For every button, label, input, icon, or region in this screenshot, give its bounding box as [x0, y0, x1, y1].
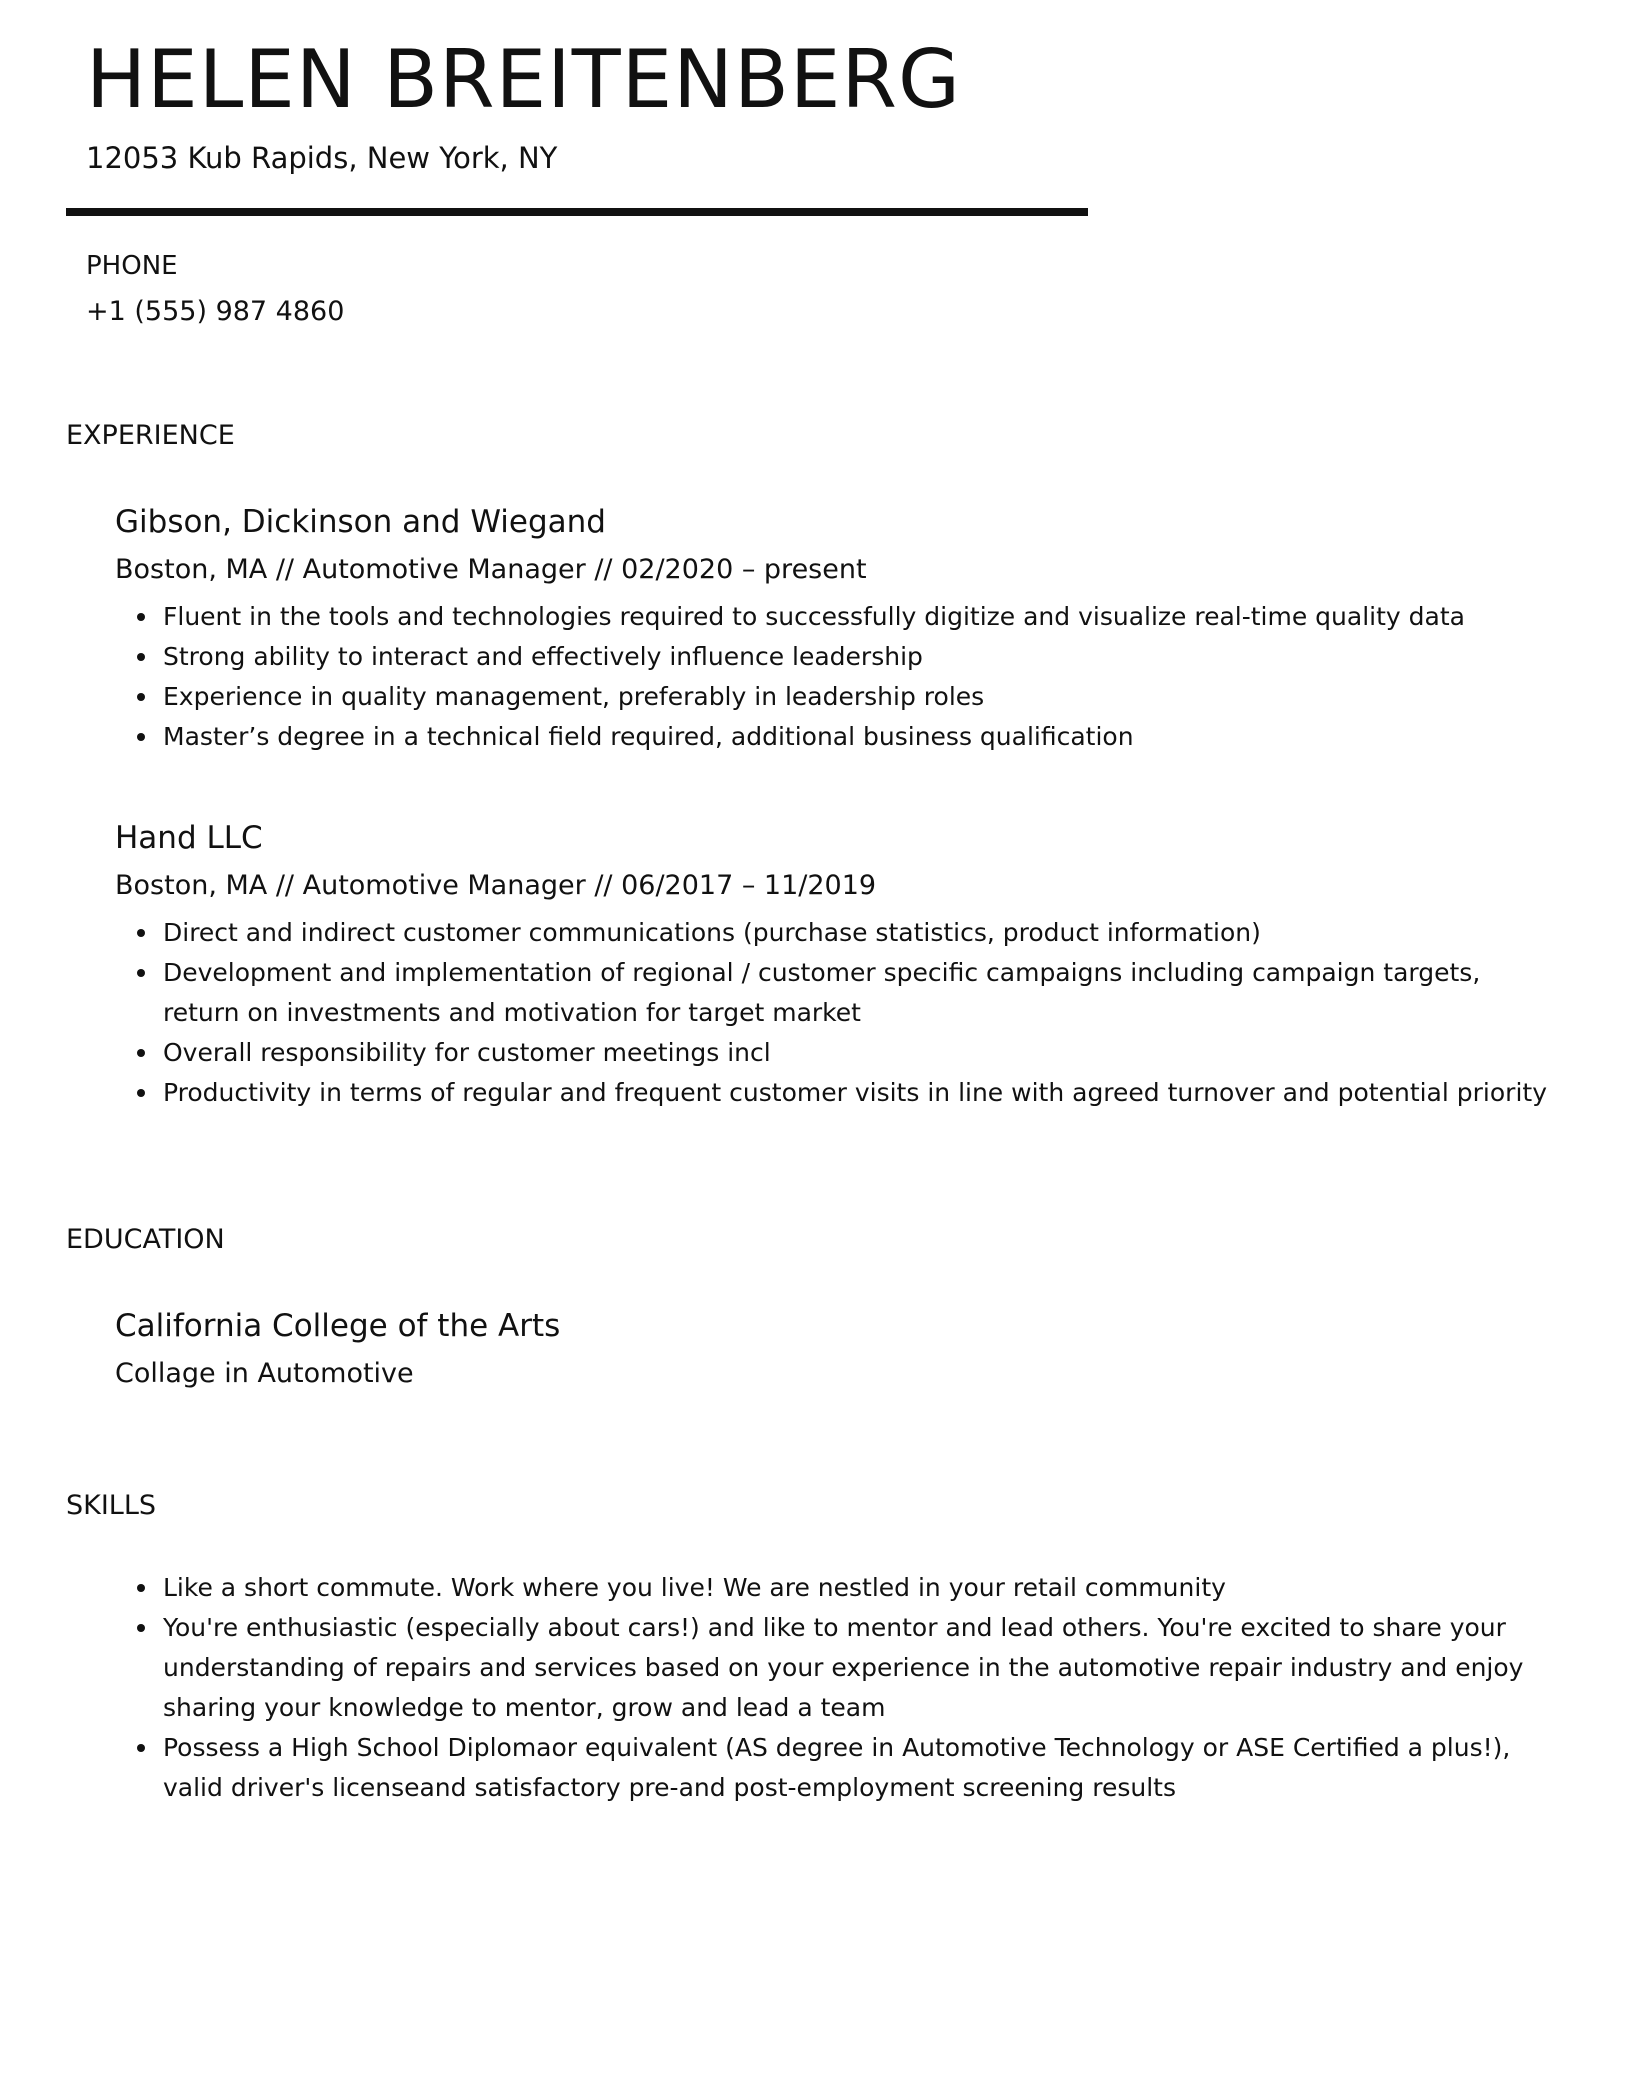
job-bullet: [163, 717, 1555, 757]
bullet-dot: [137, 1624, 145, 1632]
bullet-dot: [137, 653, 145, 661]
bullet-dot: [137, 693, 145, 701]
education-entry: [115, 1306, 1555, 1391]
job-bullet: [163, 1073, 1555, 1113]
bullet-dot: [137, 969, 145, 977]
degree-name: Collage in Automotive: [115, 1358, 414, 1390]
job-bullet-text: Direct and indirect customer communications (purchase statistics, product information): [163, 918, 1261, 948]
education-section-title: EDUCATION: [66, 1224, 225, 1255]
skills-block: [115, 1568, 1555, 1808]
job-bullet-text: Overall responsibility for customer meetings incl: [163, 1038, 771, 1068]
job-bullet-text: Experience in quality management, preferably in leadership roles: [163, 682, 985, 712]
skill-bullet-text: Possess a High School Diplomaor equivalent (AS degree in Automotive Technology or ASE Certified a plus!), valid driver's licenseand satisfactory pre-and post-employment screening results: [163, 1733, 1511, 1802]
candidate-address: 12053 Kub Rapids, New York, NY: [86, 141, 558, 175]
bullet-dot: [137, 613, 145, 621]
school-name: California College of the Arts: [115, 1308, 561, 1344]
job-bullet-text: Productivity in terms of regular and frequent customer visits in line with agreed turnover and potential priority: [163, 1078, 1547, 1108]
phone-value: +1 (555) 987 4860: [86, 296, 345, 327]
bullet-dot: [137, 1584, 145, 1592]
bullet-dot: [137, 1089, 145, 1097]
skill-bullet-text: You're enthusiastic (especially about cars!) and like to mentor and lead others. You're excited to share your understanding of repairs and services based on your experience in the automotive repair industry and enjoy sharing your knowledge to mentor, grow and lead a team: [163, 1613, 1524, 1722]
bullet-dot: [137, 1744, 145, 1752]
job-bullet-text: Strong ability to interact and effectively influence leadership: [163, 642, 923, 672]
job-bullet-text: Development and implementation of regional / customer specific campaigns including campaign targets, return on investments and motivation for target market: [163, 958, 1481, 1028]
job-bullet: [163, 637, 1555, 677]
job-bullet-text: Master’s degree in a technical field required, additional business qualification: [163, 722, 1134, 752]
experience-entry: [115, 818, 1555, 1113]
experience-section-title: EXPERIENCE: [66, 420, 235, 451]
bullet-dot: [137, 1049, 145, 1057]
job-bullet: [163, 597, 1555, 637]
job-bullet: [163, 1033, 1555, 1073]
job-bullet-list: [115, 913, 1555, 1113]
job-meta: Boston, MA // Automotive Manager // 06/2017 – 11/2019: [115, 870, 877, 902]
job-bullet-text: Fluent in the tools and technologies required to successfully digitize and visualize real-time quality data: [163, 602, 1465, 632]
skill-bullet: [163, 1728, 1555, 1808]
skill-bullet-text: Like a short commute. Work where you live! We are nestled in your retail community: [163, 1573, 1226, 1602]
job-bullet-list: [115, 597, 1555, 757]
skills-bullet-list: [115, 1568, 1555, 1808]
skill-bullet: [163, 1608, 1555, 1728]
candidate-name: HELEN BREITENBERG: [86, 33, 961, 126]
job-meta: Boston, MA // Automotive Manager // 02/2020 – present: [115, 554, 867, 586]
job-company: Hand LLC: [115, 820, 263, 856]
job-bullet: [163, 677, 1555, 717]
job-company: Gibson, Dickinson and Wiegand: [115, 504, 606, 540]
header-divider: [66, 208, 1088, 216]
bullet-dot: [137, 733, 145, 741]
experience-entry: [115, 502, 1555, 757]
skills-section-title: SKILLS: [66, 1490, 157, 1521]
job-bullet: [163, 953, 1555, 1033]
skill-bullet: [163, 1568, 1555, 1608]
job-bullet: [163, 913, 1555, 953]
phone-label: PHONE: [86, 251, 178, 281]
bullet-dot: [137, 929, 145, 937]
